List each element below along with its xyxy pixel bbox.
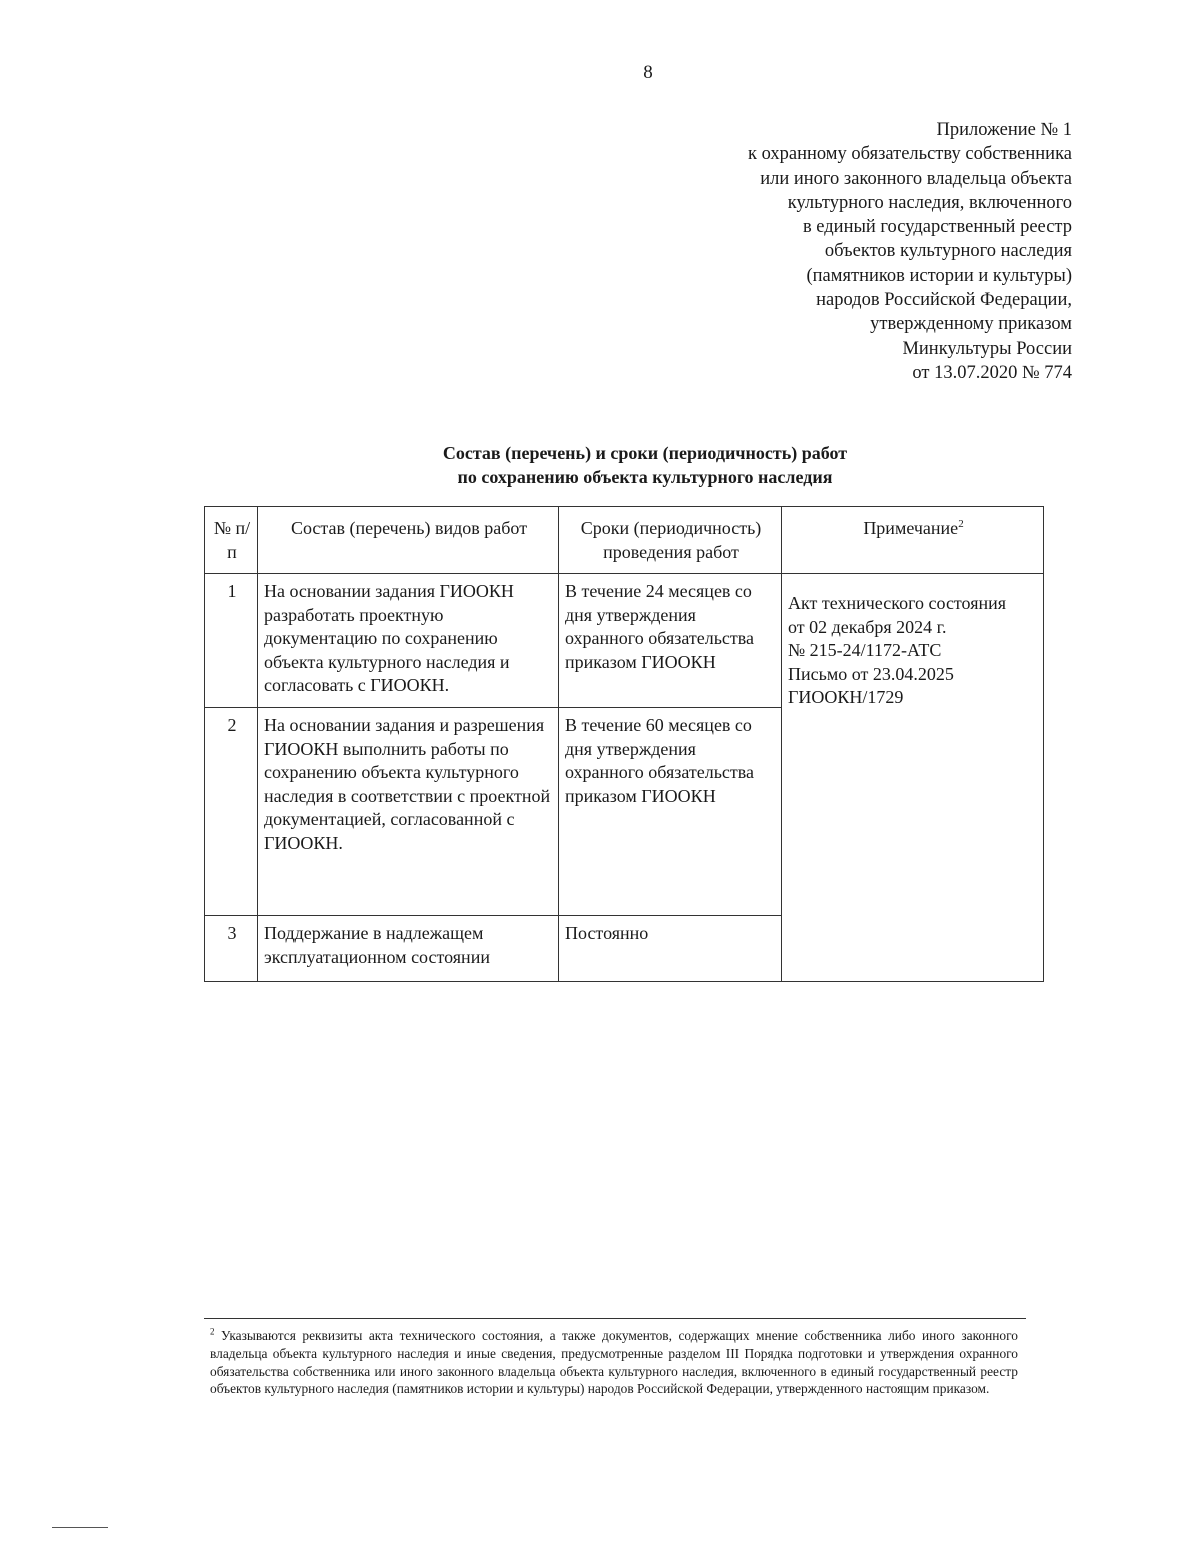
appendix-line: (памятников истории и культуры) — [806, 265, 1072, 286]
note-line: Письмо от 23.04.2025 — [788, 663, 954, 684]
appendix-line: объектов культурного наследия — [824, 241, 1072, 262]
footnote-text: Указываются реквизиты акта технического состояния, а также документов, содержащих мнение собственника либо иного законного владельца объекта культурного наследия и иные сведения, предусмотренные разделом III Порядка подготовки и утверждения охранного обязательства собственника или иного законного владельца объекта культурного наследия, включенного в единый государственный реестр объектов культурного наследия (памятников истории и культуры) народов Российской Федерации, утвержденного настоящим приказом. — [210, 1328, 1018, 1397]
table-header-row — [205, 507, 1044, 574]
appendix-line: к охранному обязательству собственника — [747, 144, 1072, 165]
appendix-line: утвержденному приказом — [870, 314, 1072, 335]
appendix-heading — [652, 118, 1072, 385]
footnote — [210, 1327, 1018, 1398]
appendix-line: народов Российской Федерации, — [816, 290, 1072, 311]
note-cell — [782, 574, 1044, 982]
appendix-line: Приложение № 1 — [936, 120, 1072, 140]
appendix-line: или иного законного владельца объекта — [760, 168, 1072, 189]
row-num: 3 — [205, 916, 258, 982]
note-line: от 02 декабря 2024 г. — [788, 616, 947, 637]
appendix-line: Минкультуры России — [902, 338, 1072, 359]
page-number: 8 — [643, 62, 653, 83]
row-works: На основании задания ГИООКН разработать проектную документацию по сохранению объекта культурного наследия и согласовать с ГИООКН. — [258, 574, 559, 708]
works-table — [204, 506, 1044, 982]
appendix-line: от 13.07.2020 № 774 — [912, 362, 1072, 383]
row-num: 1 — [205, 574, 258, 708]
footnote-separator — [204, 1318, 1026, 1319]
note-line: Акт технического состояния — [788, 593, 1007, 613]
row-works: На основании задания и разрешения ГИООКН выполнить работы по сохранению объекта культурного наследия в соответствии с проектной документацией, согласованной с ГИООКН. — [258, 708, 559, 916]
table-row — [205, 574, 1044, 708]
row-terms: В течение 24 месяцев со дня утверждения охранного обязательства приказом ГИООКН — [559, 574, 782, 708]
document-title-line: по сохранению объекта культурного наследия — [457, 467, 833, 487]
note-line: ГИООКН/1729 — [788, 687, 904, 708]
footnote-marker: 2 — [210, 1326, 215, 1337]
row-terms: Постоянно — [559, 916, 782, 982]
document-title-line: Состав (перечень) и сроки (периодичность) работ — [442, 443, 848, 463]
header-terms: Сроки (периодичность) проведения работ — [559, 507, 782, 574]
row-works: Поддержание в надлежащем эксплуатационном состоянии — [258, 916, 559, 982]
row-num: 2 — [205, 708, 258, 916]
header-note — [782, 507, 1044, 574]
scan-mark — [52, 1527, 108, 1528]
row-terms: В течение 60 месяцев со дня утверждения охранного обязательства приказом ГИООКН — [559, 708, 782, 916]
header-num: № п/п — [205, 507, 258, 574]
appendix-line: в единый государственный реестр — [802, 217, 1072, 238]
header-note-label: Примечание — [863, 518, 959, 538]
note-line: № 215-24/1172-АТС — [788, 640, 942, 661]
appendix-line: культурного наследия, включенного — [787, 192, 1072, 213]
document-title — [0, 441, 1200, 489]
footnote-ref: 2 — [958, 518, 964, 530]
header-works: Состав (перечень) видов работ — [258, 507, 559, 574]
